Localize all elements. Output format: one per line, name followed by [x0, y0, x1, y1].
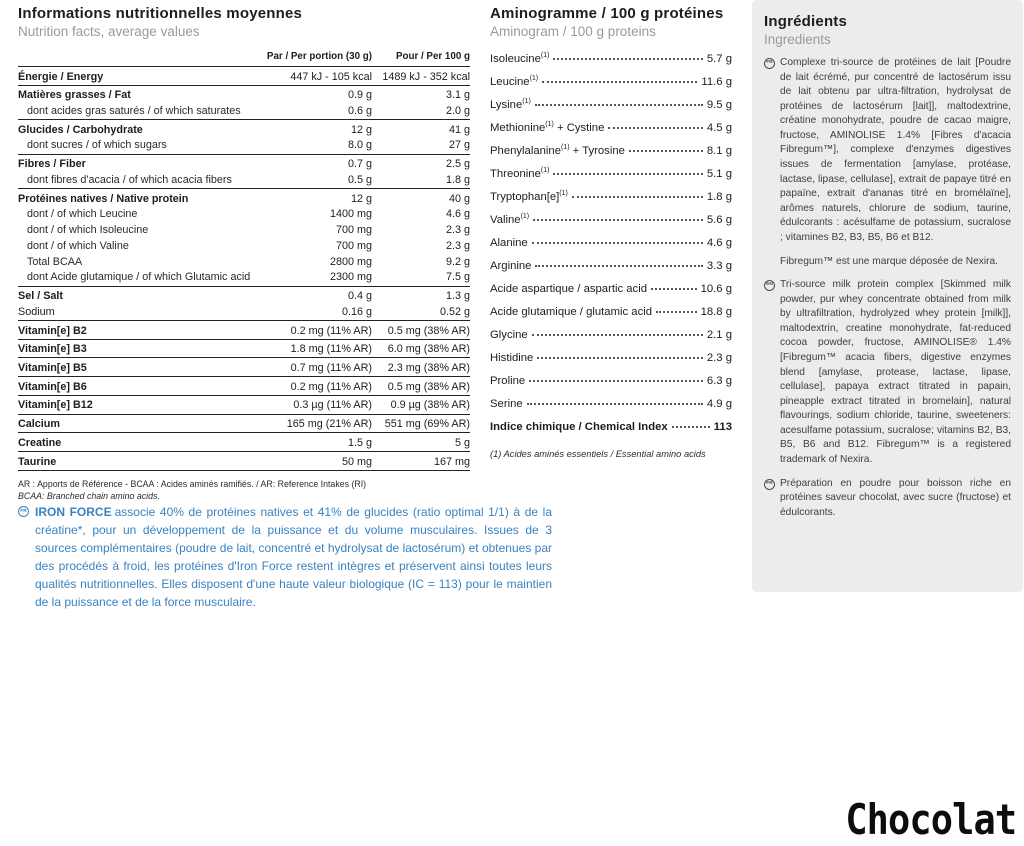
language-badge-icon: FR: [764, 479, 775, 490]
nutrient-value-portion: 165 mg (21% AR): [286, 418, 372, 431]
amino-acid-value: 8.1 g: [706, 144, 732, 157]
nutrient-value-100g: 167 mg: [433, 455, 470, 468]
amino-name-text: Threonine: [490, 167, 541, 180]
nutrient-value-portion: 1.8 mg (11% AR): [290, 343, 372, 356]
nutrient-label: dont acides gras saturés / of which saturates: [27, 104, 241, 117]
amino-acid-value: 3.3 g: [706, 259, 732, 272]
language-badge-icon: FR: [18, 506, 29, 517]
amino-acid-name: [490, 121, 604, 134]
aminogram-footnote: (1) Acides aminés essentiels / Essential amino acids: [490, 449, 706, 459]
marketing-body: associe 40% de protéines natives et 41% de glucides (ratio optimal 1/1) à de la créatine*, pour un développement de la puissance et du volume musculaires. Issues de 3 sources complémentaires (poudre de lait, concentré et hydrolysat de lactosérum) et obtenues par des procédés à froid, les protéines d'Iron Force restent intègres et préservent ainsi toutes leurs qualités nutritionnelles. Elles disposent d'une haute valeur biologique (IC = 113) pour le maintien de la puissance et de la force musculaire.: [35, 505, 552, 609]
nutrition-rows: [18, 66, 470, 470]
nutrient-value-portion: 0.9 g: [347, 89, 372, 102]
ingredients-text: Complexe tri-source de protéines de lait [Poudre de lait écrémé, pur concentré de lactosérum issu de lait obtenu par ultra-filtration, hydrolysat de protéines de lactosérum [lait]], maltodextrine, créatine monohydrate, poudre de cacao maigre, fructose, AMINOLISE 1.4% [Fibres d'acacia Fibregum™], complexe d'enzymes digestives issues de fermentation [amylase, protéase, lactase, lipase, cellulase], extrait de papaye titré en papaïne, extrait d'ananas titré en bromélaïne], arômes naturels, chlorure de sodium, taurine, édulcorants : acésulfame de potassium, sucralose ; vitamines B2, B3, B5, B6 et B12.: [780, 57, 1011, 243]
nutrition-row: [18, 223, 470, 239]
aminogram-row: [490, 420, 732, 443]
ingredients-paragraph: [764, 56, 1011, 246]
nutrient-label: Taurine: [18, 455, 57, 468]
nutrient-value-portion: 0.6 g: [347, 104, 372, 117]
dot-leader: [532, 334, 703, 336]
nutrient-label: Vitamin[e] B2: [18, 324, 87, 337]
marketing-section: [18, 503, 552, 611]
nutrient-value-100g: 4.6 g: [445, 208, 470, 221]
nutrition-title-en: Nutrition facts, average values: [18, 24, 200, 39]
amino-name-text: Isoleucine: [490, 52, 541, 65]
essential-marker: (1): [540, 167, 550, 174]
amino-acid-value: 11.6 g: [701, 75, 732, 88]
amino-name-text: Valine: [490, 213, 521, 226]
nutrition-row: [18, 188, 470, 207]
ingredients-section: [752, 0, 1023, 592]
essential-marker: (1): [540, 52, 550, 59]
aminogram-title-en: Aminogram / 100 g proteins: [490, 24, 656, 39]
nutrition-footnote: [18, 478, 470, 503]
nutrient-label: Sel / Salt: [18, 290, 64, 303]
aminogram-row: [490, 397, 732, 420]
nutrition-section: [18, 5, 470, 503]
nutrient-value-100g: 2.5 g: [445, 158, 470, 171]
nutrient-value-portion: 700 mg: [335, 224, 372, 237]
dot-leader: [656, 311, 697, 313]
nutrient-value-100g: 41 g: [448, 123, 470, 136]
ingredients-title-en: Ingredients: [764, 32, 831, 47]
nutrient-label: dont / of which Valine: [27, 239, 129, 252]
nutrition-title-fr: Informations nutritionnelles moyennes: [18, 5, 303, 22]
aminogram-row: [490, 190, 732, 213]
amino-name-text: Phenylalanine: [490, 144, 561, 157]
nutrient-label: Fibres / Fiber: [18, 158, 86, 171]
ingredients-text: Tri-source milk protein complex [Skimmed milk powder, pur whey concentrate obtained from milk by ultrafiltration, hydrolyzed whey protein [milk]], maltodextrin, creatine monohydrate, fat-reduced cocoa powder, fructose, AMINOLISE® 1.4% [Fibregum™ acacia fibers, digestive enzymes blend [amylase, protease, lactase, lipase, cellulase], papaya extract titrated in papain, pineapple extract titrated in bromelain], natural flavourings, sodium chloride, taurine, sweeteners: acesulfame potassium, sucralose; vitamins B2, B3, B5, B6 and B12. Fibregum™ is a registered trademark of Nexira.: [780, 279, 1011, 466]
amino-acid-value: 2.1 g: [706, 328, 732, 341]
nutrient-value-portion: 0.7 mg (11% AR): [290, 361, 372, 374]
nutrient-value-portion: 0.2 mg (11% AR): [290, 324, 372, 337]
nutrient-label: Protéines natives / Native protein: [18, 192, 189, 205]
amino-acid-value: 5.6 g: [706, 213, 732, 226]
dot-leader: [553, 173, 702, 175]
amino-acid-name: [490, 259, 531, 272]
nutrient-value-100g: 0.5 mg (38% AR): [387, 324, 470, 337]
nutrition-row: [18, 66, 470, 85]
ingredients-paragraphs: [764, 56, 1011, 520]
nutrient-value-100g: 2.3 mg (38% AR): [387, 361, 470, 374]
nutrition-row: [18, 254, 470, 270]
dot-leader: [651, 288, 697, 290]
amino-acid-value: 2.3 g: [706, 351, 732, 364]
aminogram-section: [490, 5, 732, 459]
nutrient-label: Énergie / Energy: [18, 70, 104, 83]
nutrition-row: [18, 207, 470, 223]
nutrition-row: [18, 119, 470, 138]
amino-acid-name: [490, 190, 568, 203]
aminogram-row: [490, 121, 732, 144]
nutrition-row: [18, 376, 470, 395]
amino-acid-value: 9.5 g: [706, 98, 732, 111]
nutrient-label: Vitamin[e] B12: [18, 399, 93, 412]
aminogram-row: [490, 259, 732, 282]
amino-name-text: Lysine: [490, 98, 523, 111]
aminogram-row: [490, 52, 732, 75]
amino-name-text: Indice chimique / Chemical Index: [490, 420, 668, 433]
nutrition-row: [18, 270, 470, 286]
header-spacer: [18, 51, 260, 62]
nutrient-value-100g: 1.3 g: [445, 290, 470, 303]
nutrient-value-portion: 12 g: [350, 123, 372, 136]
aminogram-row: [490, 144, 732, 167]
dot-leader: [533, 219, 703, 221]
nutrient-label: Matières grasses / Fat: [18, 89, 131, 102]
amino-name-suffix: + Tyrosine: [569, 144, 625, 157]
ingredients-paragraph: [764, 255, 1011, 270]
nutrition-row: [18, 286, 470, 305]
aminogram-row: [490, 351, 732, 374]
dot-leader: [535, 265, 702, 267]
nutrient-label: dont / of which Leucine: [27, 208, 138, 221]
nutrient-value-portion: 12 g: [350, 192, 372, 205]
aminogram-row: [490, 328, 732, 351]
dot-leader: [572, 196, 703, 198]
dot-leader: [529, 380, 703, 382]
amino-acid-value: 5.7 g: [706, 52, 732, 65]
dot-leader: [672, 426, 710, 428]
amino-name-text: Acide glutamique / glutamic acid: [490, 305, 653, 318]
amino-acid-value: 10.6 g: [700, 282, 732, 295]
nutrient-value-100g: 2.3 g: [445, 239, 470, 252]
amino-name-text: Leucine: [490, 75, 530, 88]
amino-acid-value: 4.6 g: [706, 236, 732, 249]
nutrition-row: [18, 395, 470, 414]
amino-acid-value: 4.5 g: [706, 121, 732, 134]
aminogram-list: [490, 52, 732, 443]
nutrient-value-100g: 1489 kJ - 352 kcal: [382, 70, 470, 83]
essential-marker: (1): [529, 75, 539, 82]
nutrient-label: dont sucres / of which sugars: [27, 139, 167, 152]
nutrient-value-100g: 7.5 g: [445, 271, 470, 284]
essential-marker: (1): [560, 144, 570, 151]
ingredients-text: Préparation en poudre pour boisson riche en protéines saveur chocolat, avec sucre (fructose) et édulcorants.: [780, 477, 1011, 518]
dot-leader: [532, 242, 703, 244]
amino-acid-name: [490, 282, 647, 295]
nutrient-label: Vitamin[e] B6: [18, 380, 87, 393]
amino-acid-name: [490, 328, 528, 341]
nutrient-label: dont Acide glutamique / of which Glutamic acid: [27, 271, 251, 284]
amino-acid-name: [490, 167, 549, 180]
amino-acid-name: [490, 397, 523, 410]
nutrient-value-portion: 2800 mg: [329, 255, 372, 268]
nutrition-row: [18, 138, 470, 154]
amino-acid-name: [490, 351, 533, 364]
nutrition-row: [18, 154, 470, 173]
amino-acid-name: [490, 144, 625, 157]
amino-acid-name: [490, 420, 668, 433]
amino-acid-value: 113: [713, 420, 732, 433]
brand-name: IRON FORCE: [35, 505, 112, 519]
nutrient-label: dont / of which Isoleucine: [27, 224, 149, 237]
nutrient-value-100g: 6.0 mg (38% AR): [387, 343, 470, 356]
nutrient-label: Vitamin[e] B5: [18, 361, 87, 374]
nutrient-label: dont fibres d'acacia / of which acacia fibers: [27, 173, 232, 186]
dot-leader: [553, 58, 702, 60]
nutrition-row: [18, 304, 470, 320]
nutrient-value-100g: 1.8 g: [445, 173, 470, 186]
nutrient-value-100g: 0.52 g: [439, 305, 470, 318]
nutrient-label: Vitamin[e] B3: [18, 343, 87, 356]
amino-name-text: Histidine: [490, 351, 534, 364]
ingredients-title-fr: Ingrédients: [764, 13, 848, 30]
nutrition-row: [18, 357, 470, 376]
dot-leader: [537, 357, 703, 359]
language-badge-icon: EN: [764, 280, 775, 291]
amino-acid-name: [490, 236, 528, 249]
nutrient-value-portion: 447 kJ - 105 kcal: [290, 70, 372, 83]
nutrient-value-portion: 0.2 mg (11% AR): [290, 380, 372, 393]
aminogram-row: [490, 75, 732, 98]
amino-acid-name: [490, 52, 549, 65]
nutrient-label: Glucides / Carbohydrate: [18, 123, 143, 136]
nutrition-table: [18, 48, 470, 471]
ingredients-paragraph: [764, 477, 1011, 521]
nutrition-row: [18, 432, 470, 451]
nutrition-table-header: [18, 48, 470, 66]
nutrition-row: [18, 414, 470, 433]
nutrient-value-portion: 0.4 g: [347, 290, 372, 303]
amino-acid-name: [490, 305, 652, 318]
column-header-100g: Pour / Per 100 g: [395, 51, 470, 62]
nutrient-value-portion: 1.5 g: [347, 436, 372, 449]
nutrient-label: Total BCAA: [27, 255, 83, 268]
dot-leader: [629, 150, 703, 152]
nutrient-value-portion: 0.5 g: [347, 173, 372, 186]
nutrient-value-portion: 1400 mg: [329, 208, 372, 221]
nutrition-row: [18, 339, 470, 358]
marketing-text: [35, 503, 552, 611]
footnote-line-1: AR : Apports de Référence - BCAA : Acides aminés ramifiés. / AR: Reference Intakes (RI): [18, 478, 367, 489]
essential-marker: (1): [545, 121, 554, 128]
nutrient-value-100g: 2.0 g: [445, 104, 470, 117]
nutrient-value-portion: 50 mg: [341, 455, 372, 468]
dot-leader: [542, 81, 697, 83]
ingredients-text: Fibregum™ est une marque déposée de Nexira.: [780, 255, 999, 267]
nutrient-label: Calcium: [18, 418, 61, 431]
amino-name-suffix: + Cystine: [553, 121, 605, 134]
essential-marker: (1): [559, 190, 568, 197]
nutrition-row: [18, 85, 470, 104]
flavor-name: Chocolat: [845, 795, 1016, 844]
nutrition-row: [18, 320, 470, 339]
amino-acid-name: [490, 75, 538, 88]
nutrient-value-100g: 2.3 g: [445, 224, 470, 237]
nutrient-value-portion: 2300 mg: [329, 271, 372, 284]
essential-marker: (1): [522, 98, 531, 105]
amino-name-text: Arginine: [490, 259, 532, 272]
dot-leader: [527, 403, 703, 405]
nutrient-value-portion: 0.7 g: [347, 158, 372, 171]
amino-acid-value: 6.3 g: [706, 374, 732, 387]
aminogram-row: [490, 98, 732, 121]
amino-acid-value: 1.8 g: [706, 190, 732, 203]
nutrient-value-portion: 0.3 µg (11% AR): [293, 399, 372, 412]
nutrient-value-100g: 0.5 mg (38% AR): [387, 380, 470, 393]
aminogram-row: [490, 236, 732, 259]
nutrient-value-100g: 0.9 µg (38% AR): [390, 399, 470, 412]
language-badge-icon: FR: [764, 58, 775, 69]
aminogram-row: [490, 374, 732, 397]
amino-acid-name: [490, 213, 529, 226]
nutrient-value-100g: 3.1 g: [445, 89, 470, 102]
nutrient-value-100g: 9.2 g: [445, 255, 470, 268]
nutrition-row: [18, 238, 470, 254]
nutrition-row: [18, 103, 470, 119]
nutrient-value-100g: 5 g: [454, 436, 470, 449]
nutrient-value-100g: 27 g: [448, 139, 470, 152]
amino-acid-value: 18.8 g: [700, 305, 732, 318]
amino-name-text: Alanine: [490, 236, 528, 249]
dot-leader: [535, 104, 703, 106]
nutrient-value-portion: 8.0 g: [347, 139, 372, 152]
aminogram-row: [490, 213, 732, 236]
nutrition-row: [18, 172, 470, 188]
nutrient-value-portion: 700 mg: [335, 239, 372, 252]
nutrient-label: Creatine: [18, 436, 62, 449]
nutrient-label: Sodium: [18, 305, 55, 318]
dot-leader: [608, 127, 702, 129]
essential-marker: (1): [520, 213, 530, 220]
amino-name-text: Serine: [490, 397, 523, 410]
amino-acid-name: [490, 98, 531, 111]
aminogram-title-fr: Aminogramme / 100 g protéines: [490, 5, 724, 22]
amino-acid-value: 4.9 g: [706, 397, 732, 410]
aminogram-row: [490, 282, 732, 305]
nutrient-value-100g: 551 mg (69% AR): [384, 418, 470, 431]
amino-name-text: Glycine: [490, 328, 528, 341]
column-header-portion: Par / Per portion (30 g): [266, 51, 372, 62]
amino-acid-value: 5.1 g: [706, 167, 732, 180]
aminogram-row: [490, 305, 732, 328]
footnote-line-2: BCAA: Branched chain amino acids.: [18, 491, 160, 502]
nutrient-value-portion: 0.16 g: [341, 305, 372, 318]
amino-acid-name: [490, 374, 525, 387]
nutrition-row: [18, 451, 470, 470]
amino-name-text: Tryptophan[e]: [490, 190, 560, 203]
amino-name-text: Acide aspartique / aspartic acid: [490, 282, 647, 295]
nutrient-value-100g: 40 g: [448, 192, 470, 205]
ingredients-paragraph: [764, 278, 1011, 468]
aminogram-row: [490, 167, 732, 190]
amino-name-text: Methionine: [490, 121, 546, 134]
amino-name-text: Proline: [490, 374, 526, 387]
